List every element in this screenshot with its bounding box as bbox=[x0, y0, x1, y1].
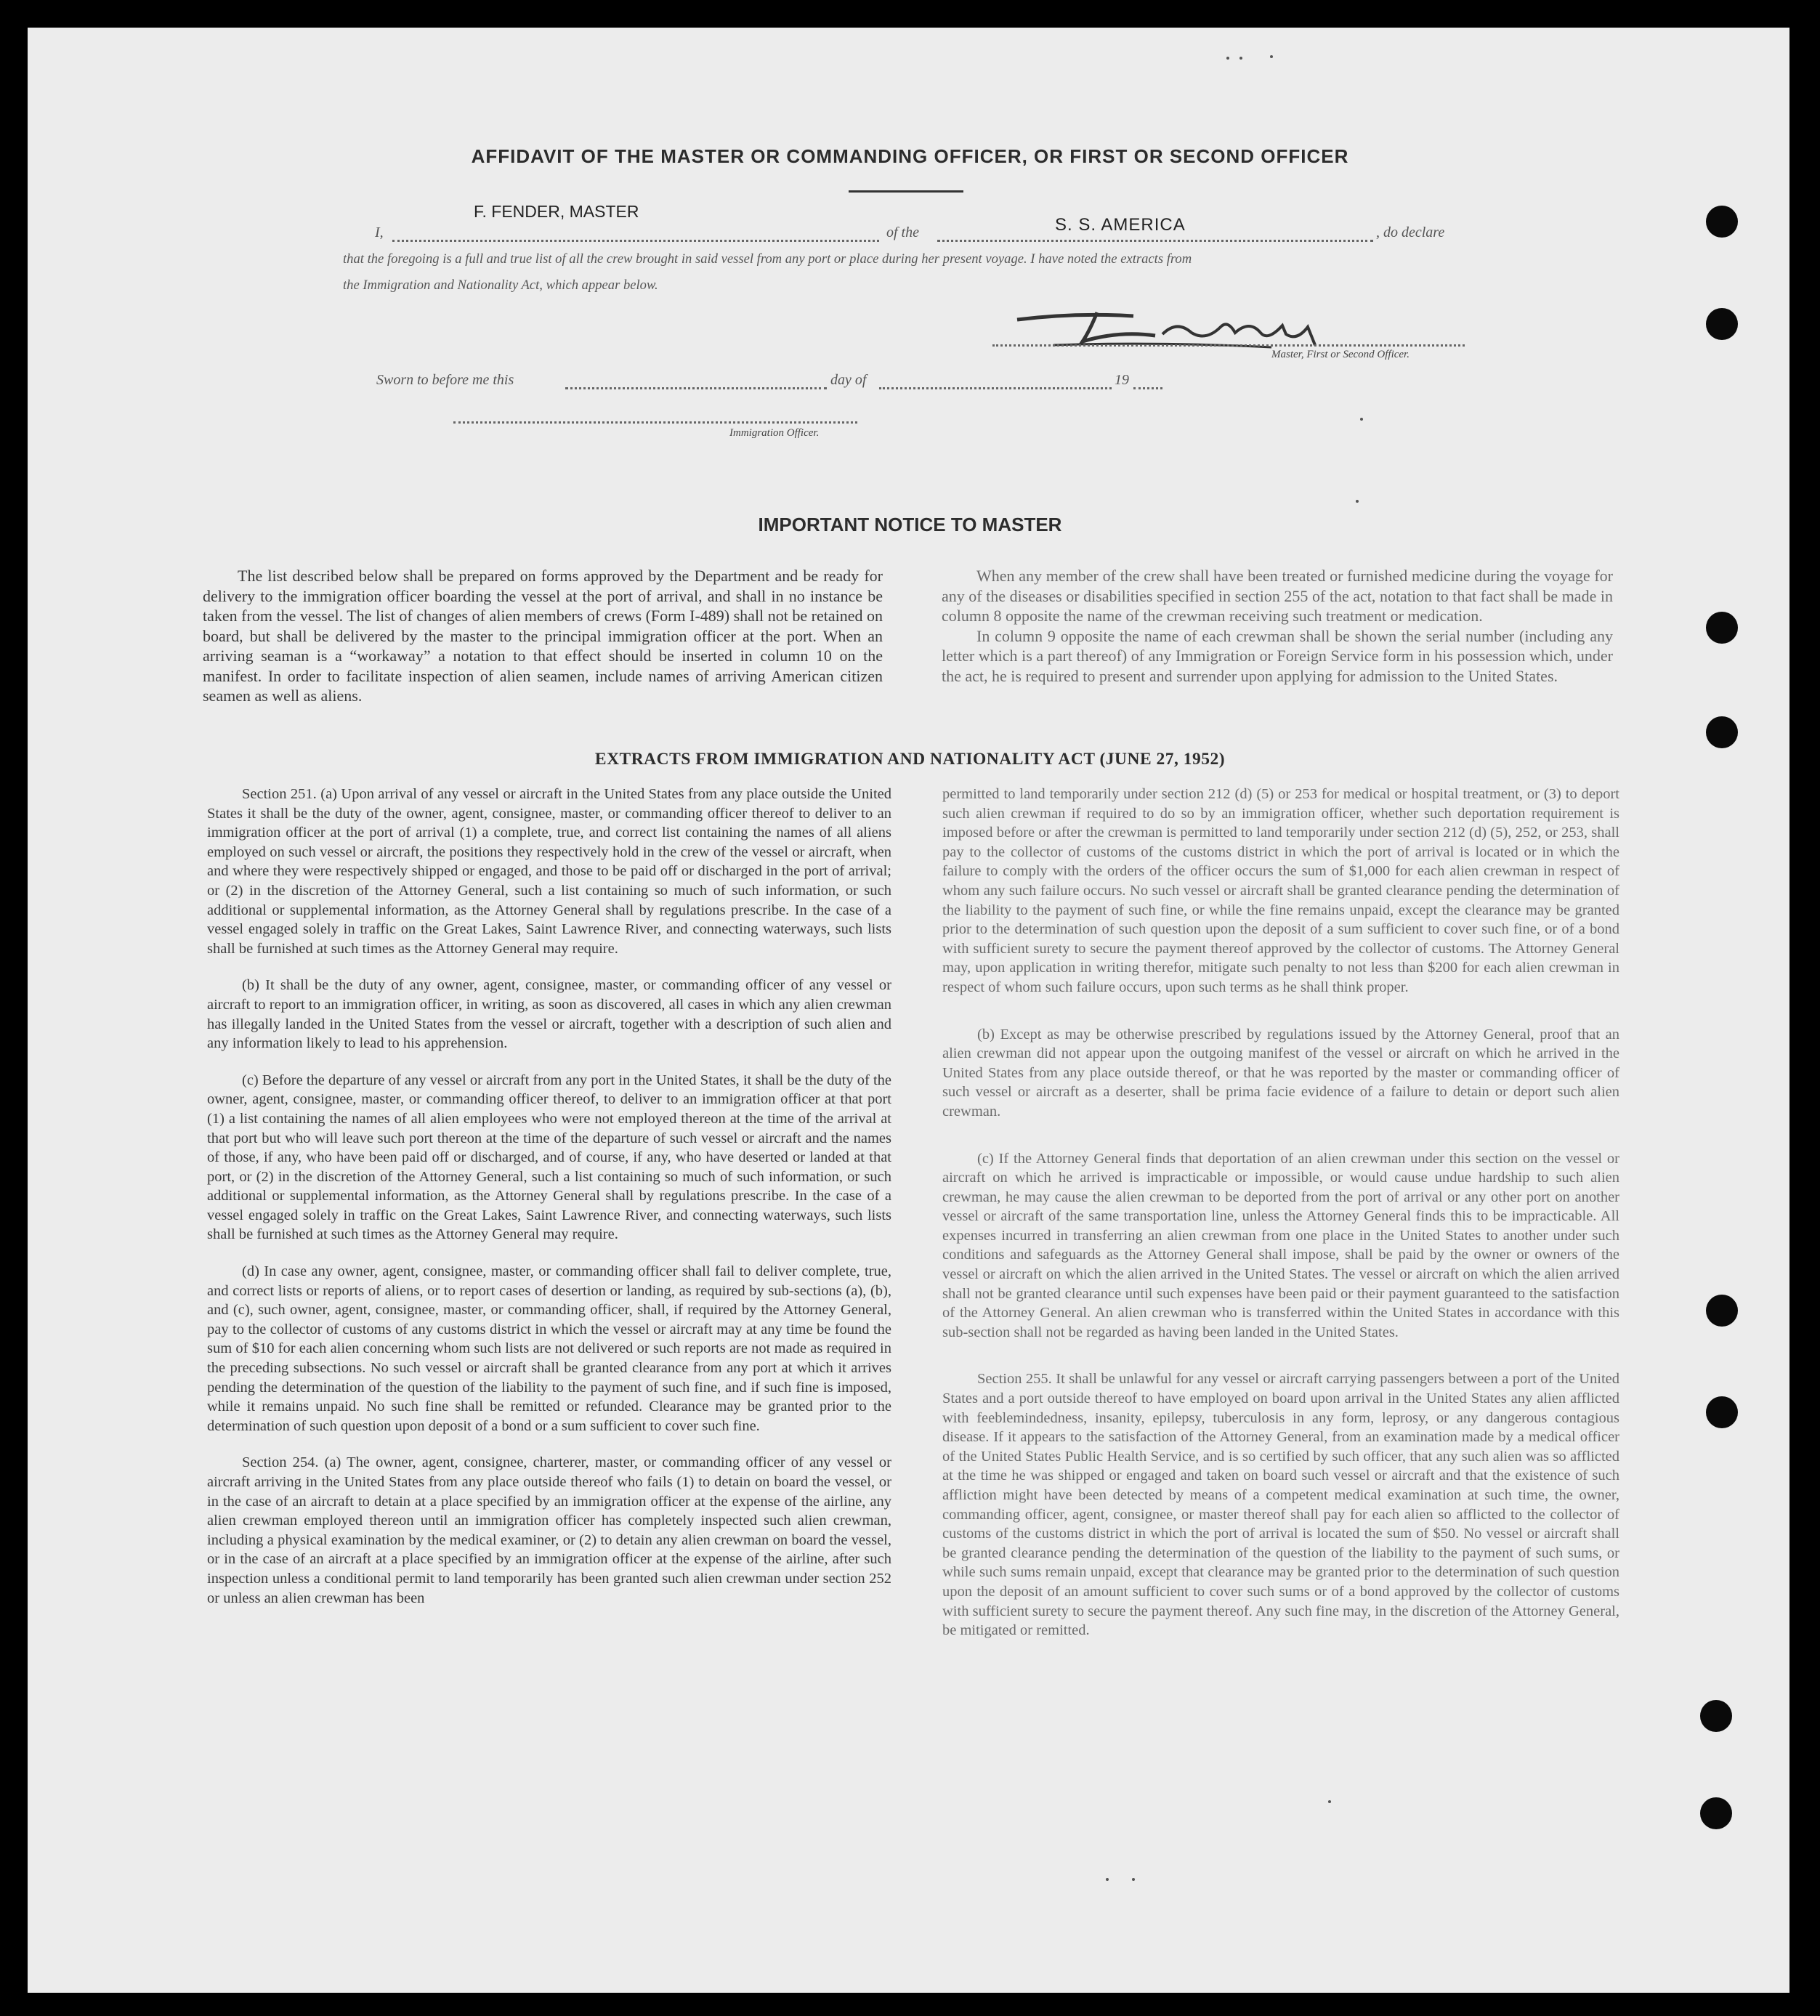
scan-speck bbox=[1226, 57, 1229, 60]
affidavit-title: AFFIDAVIT OF THE MASTER OR COMMANDING OFFICER, OR FIRST OR SECOND OFFICER bbox=[471, 145, 1349, 167]
punch-hole bbox=[1706, 1396, 1738, 1428]
extracts-title: EXTRACTS FROM IMMIGRATION AND NATIONALITY ACT (JUNE 27, 1952) bbox=[594, 750, 1226, 769]
scan-speck bbox=[1239, 57, 1242, 60]
punch-hole bbox=[1700, 1700, 1732, 1732]
scan-speck bbox=[1328, 1800, 1331, 1803]
title-underline bbox=[849, 190, 963, 193]
scan-speck bbox=[1106, 1878, 1109, 1881]
extract-paragraph: (c) If the Attorney General finds that deportation of an alien crewman under this section on the vessel or aircraft on which he arrived is impracticable or impossible, or would cause undue hardship to such alien crewman, he may cause the alien crewman to be deported from the port of arrival or any other port on another vessel or aircraft of the same transportation line, unless the Attorney General finds this to be impracticable. All expenses incurred in transferring an alien crewman from one place in the United States to another under such conditions and safeguards as the Attorney General shall impose, shall be paid by the owner or owners of the vessel or aircraft on which the alien arrived in the United States. The vessel or aircraft on which the alien arrived shall not be granted clearance until such expenses have been paid or their payment guaranteed to the satisfaction of the Attorney General. An alien crewman who is transferred within the United States in accordance with this sub-section shall not be regarded as having been landed in the United States. bbox=[942, 1150, 1619, 1340]
extract-paragraph: (d) In case any owner, agent, consignee, master, or commanding officer shall fail to deliver complete, true, and correct lists or reports of aliens, or to report cases of desertion or landing, as required by sub-sections (a), (b), and (c), such owner, agent, consignee, master, or commanding officer, shall, if required by the Attorney General, pay to the collector of customs of any customs district in which the vessel or aircraft may at any time be found the sum of $10 for each alien concerning whom such lists are not delivered or such reports are not made as required in the preceding subsections. No such vessel or aircraft shall be granted clearance from any port at which it arrives pending the determination of the question of the liability to the payment of such fine, and if such fine is imposed, while it remains unpaid. No such fine shall be remitted or refunded. Clearance may be granted prior to the determination of such question upon deposit of a bond or a sum sufficient to cover such fine. bbox=[207, 1263, 891, 1434]
of-the-label: of the bbox=[886, 224, 919, 240]
declaration-line-1: that the foregoing is a full and true list of all the crew brought in said vessel from any port or place during her present voyage. I have noted the extracts from bbox=[343, 251, 1192, 267]
punch-hole bbox=[1706, 716, 1738, 748]
scan-speck bbox=[1132, 1878, 1135, 1881]
scan-speck bbox=[1360, 418, 1363, 421]
immigration-officer-line bbox=[453, 421, 857, 424]
scan-speck bbox=[1356, 500, 1359, 503]
master-name: F. FENDER, MASTER bbox=[474, 202, 639, 221]
vessel-name: S. S. AMERICA bbox=[1055, 215, 1186, 235]
punch-hole bbox=[1706, 206, 1738, 238]
punch-hole bbox=[1706, 1295, 1738, 1327]
extract-paragraph: Section 255. It shall be unlawful for any vessel or aircraft carrying passengers between a port of the United States and a port outside thereof to have employed on board upon arrival in the United States any alien afflicted with feeblemindedness, insanity, epilepsy, tuberculosis in any form, leprosy, or any dangerous contagious disease. If it appears to the satisfaction of the Attorney General, from an examination made by a medical officer of the United States Public Health Service, and is so certified by such officer, that any such alien was so afflicted at the time he was shipped or engaged and taken on board such vessel or aircraft and that the existence of such affliction might have been detected by means of a competent medical examination at such time, the owner, commanding officer, agent, consignee, or master thereof shall pay for each alien so afflicted to the collector of customs of the customs district in which the port of arrival is located the sum of $50. No vessel or aircraft shall be granted clearance pending the determination of the question of the liability to the payment of such sums, or while such sums remain unpaid, except that clearance may be granted prior to the determination of such question upon the deposit of an amount sufficient to cover such sums or of a bond approved by the collector of customs with sufficient surety to secure the payment thereof. Any such fine may, in the discretion of the Attorney General, be mitigated or remitted. bbox=[942, 1371, 1619, 1639]
signature-line bbox=[992, 344, 1465, 347]
master-name-line bbox=[392, 240, 879, 242]
sworn-label: Sworn to before me this bbox=[376, 372, 514, 388]
scan-speck bbox=[1270, 55, 1273, 58]
extract-paragraph: Section 251. (a) Upon arrival of any vessel or aircraft in the United States from any place outside the United States it shall be the duty of the owner, agent, consignee, master, or commanding officer thereof to deliver to an immigration officer at the port of arrival (1) a complete, true, and correct list containing the names of all aliens employed on such vessel or aircraft, the positions they respectively hold in the crew of the vessel or aircraft, when and where they were respectively shipped or engaged, and those to be paid off or discharged in the port of arrival; or (2) in the discretion of the Attorney General, such a list containing so much of such information, or such additional or supplemental information, as the Attorney General shall by regulations prescribe. In the case of a vessel engaged solely in traffic on the Great Lakes, Saint Lawrence River, and connecting waterways, such lists shall be furnished at such times as the Attorney General may require. bbox=[207, 786, 891, 957]
notice-title: IMPORTANT NOTICE TO MASTER bbox=[758, 514, 1062, 535]
immigration-officer-caption: Immigration Officer. bbox=[729, 427, 820, 439]
extract-paragraph: (c) Before the departure of any vessel or aircraft from any port in the United States, it shall be the duty of the owner, agent, consignee, master, or commanding officer thereof, to deliver to an immigration officer at that port (1) a list containing the names of all alien employees who were not employed thereon at the time of the arrival at that port but who will leave such port thereon at the time of the departure of such vessel or aircraft and the names of those, if any, who have been paid off or discharged, and of course, if any, who have deserted or landed at that port, or (2) in the discretion of the Attorney General, such a list containing so much of such information, or such additional or supplemental information, as the Attorney General shall by regulations prescribe. In the case of a vessel engaged solely in traffic on the Great Lakes, Saint Lawrence River, and connecting waterways, such lists shall be furnished at such times as the Attorney General may require. bbox=[207, 1072, 891, 1243]
punch-hole bbox=[1706, 308, 1738, 340]
sworn-day-line bbox=[565, 387, 827, 389]
extract-paragraph: permitted to land temporarily under section 212 (d) (5) or 253 for medical or hospital treatment, or (3) to deport such alien crewman if required to do so by an immigration officer, whether such deportation requirement is imposed before or after the crewman is permitted to land temporarily under section 212 (d) (5), 252, or 253, shall pay to the collector of customs of the customs district in which the port of arrival is located or in which the failure to comply with the orders of the officer occurs the sum of $1,000 for each alien crewman in respect of whom any such failure occurs. No such vessel or aircraft shall be granted clearance pending the determination of the liability to the payment of such fine, or while the fine remains unpaid, except the clearance may be granted prior to the determination of such question upon the deposit of a sum sufficient to cover such fine, or of a bond with sufficient surety to secure the payment thereof approved by the collector of customs. The Attorney General may, upon application in writing therefor, mitigate such penalty to not less than $200 for each alien crewman in respect of whom such failure occurs, upon such terms as he shall think proper. bbox=[942, 786, 1619, 995]
sworn-year-line bbox=[1133, 387, 1162, 389]
do-declare-label: , do declare bbox=[1376, 224, 1445, 240]
notice-paragraph: When any member of the crew shall have been treated or furnished medicine during the voyage for any of the diseases or disabilities specified in section 255 of the act, notation to that fact shall be made in column 8 opposite the name of the crewman receiving such treatment or medication. bbox=[942, 567, 1613, 625]
day-of-label: day of bbox=[830, 372, 867, 388]
i-label: I, bbox=[375, 224, 384, 240]
notice-right-column bbox=[942, 566, 1613, 703]
extract-paragraph: Section 254. (a) The owner, agent, consignee, charterer, master, or commanding officer of any vessel or aircraft arriving in the United States from any place outside thereof who fails (1) to detain on board the vessel, or in the case of an aircraft to detain at a place specified by an immigration officer at the expense of the airline, any alien crewman employed thereon until an immigration officer has completely inspected such alien crewman, including a physical examination by the medical examiner, or (2) to detain any alien crewman on board the vessel, or in the case of an aircraft at a place specified by an immigration officer at the expense of the airline, after such inspection unless a conditional permit to land temporarily has been granted such alien crewman under section 252 or unless an alien crewman has been bbox=[207, 1454, 891, 1606]
notice-paragraph: In column 9 opposite the name of each crewman shall be shown the serial number (including any letter which is a part thereof) of any Immigration or Foreign Service form in his possession which, under the act, he is required to present and surrender upon applying for admission to the United States. bbox=[942, 626, 1613, 685]
year-label: 19 bbox=[1115, 372, 1129, 388]
punch-hole bbox=[1700, 1797, 1732, 1829]
extracts-right-column bbox=[942, 785, 1619, 1658]
notice-paragraph: The list described below shall be prepared on forms approved by the Department and be ready for delivery to the immigration officer boarding the vessel at the port of arrival, and shall in no instance be taken from the vessel. The list of changes of alien members of crews (Form I-489) shall not be retained on board, but shall be delivered by the master to the principal immigration officer at the port. When an arriving seaman is a “workaway” a notation to that effect should be inserted in column 10 on the manifest. In order to facilitate inspection of alien seamen, include names of arriving American citizen seamen as well as aliens. bbox=[203, 567, 883, 705]
extracts-left-column bbox=[207, 785, 891, 1625]
extract-paragraph: (b) Except as may be otherwise prescribed by regulations issued by the Attorney General, proof that an alien crewman did not appear upon the outgoing manifest of the vessel or aircraft on which he arrived in the United States from any place outside thereof, or that he was reported by the master or commanding officer of such vessel or aircraft as a deserter, shall be prima facie evidence of a failure to detain or deport such alien crewman. bbox=[942, 1026, 1619, 1120]
notice-left-column bbox=[203, 566, 883, 724]
sworn-month-line bbox=[879, 387, 1112, 389]
punch-hole bbox=[1706, 612, 1738, 644]
vessel-name-line bbox=[937, 240, 1373, 242]
extract-paragraph: (b) It shall be the duty of any owner, agent, consignee, master, or commanding officer of any vessel or aircraft to report to an immigration officer, in writing, as soon as discovered, all cases in which any alien crewman has illegally landed in the United States from the vessel or aircraft, together with a description of such alien and any information likely to lead to his apprehension. bbox=[207, 977, 891, 1052]
signature-caption: Master, First or Second Officer. bbox=[1271, 349, 1410, 360]
declaration-line-2: the Immigration and Nationality Act, which appear below. bbox=[343, 278, 658, 293]
